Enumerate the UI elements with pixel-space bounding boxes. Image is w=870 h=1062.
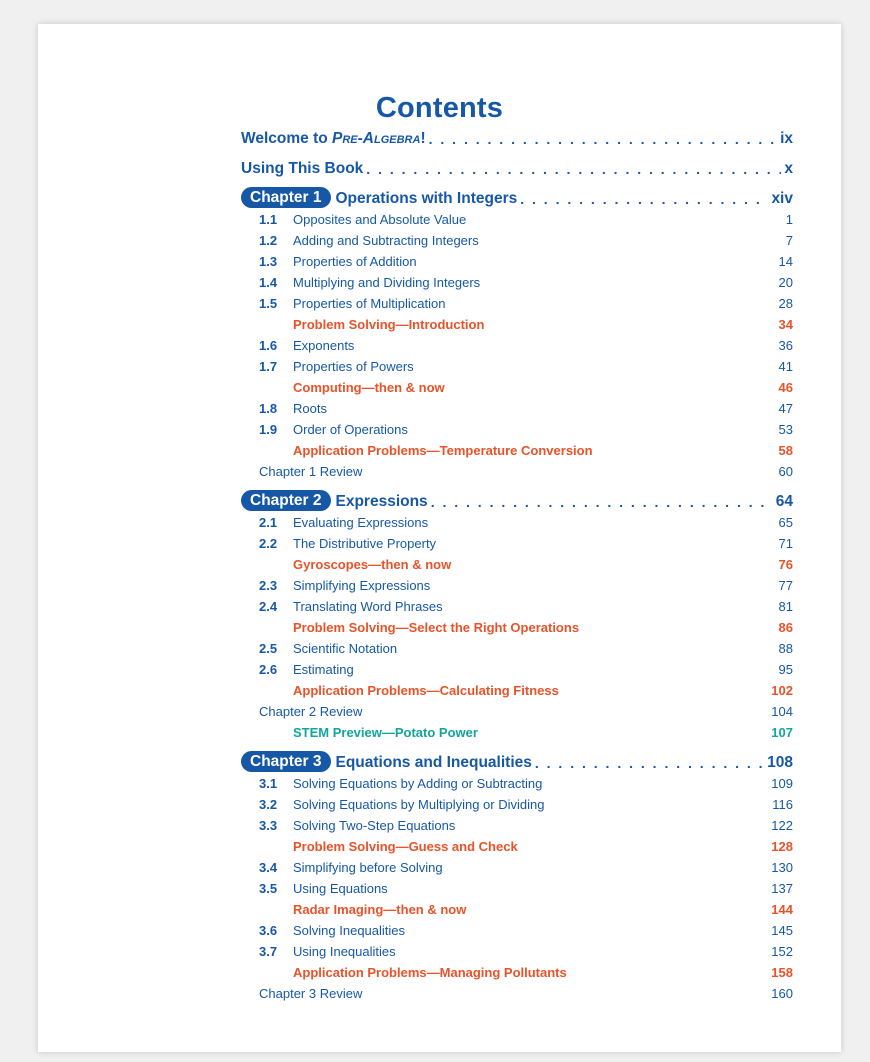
toc-feature-entry[interactable]	[241, 315, 793, 336]
toc-feature-entry[interactable]	[241, 441, 793, 462]
toc-section-entry[interactable]	[241, 357, 793, 378]
toc-section-entry[interactable]	[241, 774, 793, 795]
chapter-heading[interactable]	[241, 187, 793, 208]
toc-section-entry[interactable]	[241, 294, 793, 315]
toc-section-entry[interactable]	[241, 336, 793, 357]
toc-stem-entry[interactable]	[241, 723, 793, 744]
section-number: 1.8	[259, 401, 278, 416]
entry-title	[241, 160, 363, 178]
chapter-heading[interactable]	[241, 751, 793, 772]
toc-feature-entry[interactable]	[241, 837, 793, 858]
section-number: 1.1	[259, 212, 278, 227]
page-number: 160	[771, 986, 793, 1001]
chapter-title: Equations and Inequalities	[335, 754, 532, 771]
page-number: 28	[778, 296, 793, 311]
entry-title: Scientific Notation	[293, 641, 398, 656]
toc-feature-entry[interactable]	[241, 963, 793, 984]
entry-title: Opposites and Absolute Value	[293, 212, 467, 227]
page-number: 116	[772, 797, 793, 812]
entry-title: Problem Solving—Guess and Check	[293, 839, 518, 854]
entry-title: Application Problems—Calculating Fitness	[293, 683, 559, 698]
chapter-heading[interactable]	[241, 490, 793, 511]
toc-feature-entry[interactable]	[241, 681, 793, 702]
page-number: 145	[771, 923, 793, 938]
entry-title: Chapter 3 Review	[259, 986, 363, 1001]
section-number: 1.6	[259, 338, 278, 353]
entry-title: Using Equations	[293, 881, 388, 896]
chapter-badge: Chapter 1	[241, 187, 331, 208]
entry-title: Order of Operations	[293, 422, 408, 437]
entry-title: Problem Solving—Introduction	[293, 317, 485, 332]
section-number: 1.4	[259, 275, 278, 290]
entry-title: Adding and Subtracting Integers	[293, 233, 479, 248]
page-number: 36	[778, 338, 793, 353]
entry-title: STEM Preview—Potato Power	[293, 725, 478, 740]
entry-title-suffix: !	[420, 130, 426, 147]
page-number: 65	[778, 515, 793, 530]
page-number: 130	[771, 860, 793, 875]
dot-leader	[535, 754, 764, 772]
toc-section-entry[interactable]	[241, 273, 793, 294]
page-number: 107	[771, 725, 793, 740]
page-number: 1	[785, 212, 793, 227]
section-number: 1.5	[259, 296, 278, 311]
page-number: 7	[785, 233, 793, 248]
section-number: 2.2	[259, 536, 278, 551]
page-number: 102	[771, 683, 793, 698]
page-number: 60	[778, 464, 793, 479]
toc-feature-entry[interactable]	[241, 378, 793, 399]
page-number: 108	[767, 754, 793, 771]
page-number: 46	[778, 380, 793, 395]
toc-review-entry[interactable]	[241, 702, 793, 723]
toc-section-entry[interactable]	[241, 795, 793, 816]
entry-title: Gyroscopes—then & now	[293, 557, 452, 572]
page-number: 81	[778, 599, 793, 614]
entry-title: Problem Solving—Select the Right Operations	[293, 620, 580, 635]
toc-section-entry[interactable]	[241, 210, 793, 231]
section-number: 3.6	[259, 923, 278, 938]
entry-title: Using Inequalities	[293, 944, 396, 959]
page-number: 122	[771, 818, 793, 833]
entry-title: Chapter 1 Review	[259, 464, 363, 479]
entry-title: The Distributive Property	[293, 536, 437, 551]
entry-title: Properties of Multiplication	[293, 296, 446, 311]
entry-title: Application Problems—Temperature Conversion	[293, 443, 593, 458]
section-number: 2.5	[259, 641, 278, 656]
section-number: 2.4	[259, 599, 278, 614]
toc-section-entry[interactable]	[241, 399, 793, 420]
chapter-title: Operations with Integers	[335, 190, 518, 207]
page-number: 71	[778, 536, 793, 551]
entry-title-prefix: Welcome to	[241, 130, 333, 147]
page-number: xiv	[771, 190, 793, 207]
toc-section-entry[interactable]	[241, 576, 793, 597]
page-number: 53	[778, 422, 793, 437]
entry-title: Simplifying Expressions	[293, 578, 431, 593]
page-number: 95	[778, 662, 793, 677]
toc-review-entry[interactable]	[241, 462, 793, 483]
section-number: 1.9	[259, 422, 278, 437]
page-number: 88	[778, 641, 793, 656]
page-number: 144	[771, 902, 793, 917]
toc-section-entry[interactable]	[241, 921, 793, 942]
dot-leader	[431, 493, 773, 511]
toc-section-entry[interactable]	[241, 816, 793, 837]
entry-title: Chapter 2 Review	[259, 704, 363, 719]
document-page	[38, 24, 841, 1052]
entry-title-italic: Pre-Algebra	[332, 130, 421, 147]
page-number: 104	[771, 704, 793, 719]
entry-title: Simplifying before Solving	[293, 860, 443, 875]
entry-title: Estimating	[293, 662, 354, 677]
page-number: 109	[771, 776, 793, 791]
entry-title: Properties of Powers	[293, 359, 414, 374]
toc-section-entry[interactable]	[241, 639, 793, 660]
entry-title: Roots	[293, 401, 327, 416]
toc-feature-entry[interactable]	[241, 555, 793, 576]
chapter-badge: Chapter 2	[241, 490, 331, 511]
toc-feature-entry[interactable]	[241, 900, 793, 921]
page-number: 77	[778, 578, 793, 593]
toc-entry-using-this-book[interactable]	[241, 157, 793, 178]
section-number: 1.3	[259, 254, 278, 269]
toc-section-entry[interactable]	[241, 252, 793, 273]
entry-title-prefix: Using This Book	[241, 160, 364, 177]
page-number: x	[784, 160, 793, 177]
entry-title: Multiplying and Dividing Integers	[293, 275, 481, 290]
toc-section-entry[interactable]	[241, 513, 793, 534]
page-number: 137	[771, 881, 793, 896]
toc-section-entry[interactable]	[241, 534, 793, 555]
page-number: 34	[778, 317, 793, 332]
page-number: 128	[771, 839, 793, 854]
section-number: 3.7	[259, 944, 278, 959]
section-number: 2.6	[259, 662, 278, 677]
entry-title: Solving Inequalities	[293, 923, 406, 938]
toc-section-entry[interactable]	[241, 660, 793, 681]
page-number: 14	[778, 254, 793, 269]
toc-feature-entry[interactable]	[241, 618, 793, 639]
section-number: 3.3	[259, 818, 278, 833]
toc-section-entry[interactable]	[241, 942, 793, 963]
section-number: 3.2	[259, 797, 278, 812]
page-number: 152	[771, 944, 793, 959]
page-number: 86	[778, 620, 793, 635]
toc-entry-welcome[interactable]	[241, 127, 793, 148]
chapter-title: Expressions	[335, 493, 428, 510]
entry-title: Solving Equations by Multiplying or Dividing	[293, 797, 545, 812]
page-number: ix	[780, 130, 793, 147]
page-number: 76	[778, 557, 793, 572]
section-number: 2.1	[259, 515, 278, 530]
page-number: 158	[771, 965, 793, 980]
page-number: 64	[775, 493, 793, 510]
section-number: 3.4	[259, 860, 278, 875]
entry-title: Application Problems—Managing Pollutants	[293, 965, 567, 980]
toc-section-entry[interactable]	[241, 231, 793, 252]
page-title: Contents	[375, 92, 504, 124]
toc-section-entry[interactable]	[241, 879, 793, 900]
section-number: 3.1	[259, 776, 278, 791]
section-number: 1.7	[259, 359, 278, 374]
dot-leader	[366, 160, 781, 178]
section-number: 1.2	[259, 233, 278, 248]
entry-title: Exponents	[293, 338, 355, 353]
section-number: 2.3	[259, 578, 278, 593]
page-number: 20	[778, 275, 793, 290]
entry-title: Computing—then & now	[293, 380, 445, 395]
entry-title: Properties of Addition	[293, 254, 417, 269]
dot-leader	[520, 190, 768, 208]
entry-title: Solving Two-Step Equations	[293, 818, 456, 833]
page-number: 47	[778, 401, 793, 416]
entry-title: Solving Equations by Adding or Subtracting	[293, 776, 543, 791]
toc-section-entry[interactable]	[241, 858, 793, 879]
section-number: 3.5	[259, 881, 278, 896]
toc-review-entry[interactable]	[241, 984, 793, 1005]
page-number: 58	[778, 443, 793, 458]
page-number: 41	[778, 359, 793, 374]
entry-title	[241, 130, 426, 148]
dot-leader	[429, 130, 777, 148]
entry-title: Evaluating Expressions	[293, 515, 429, 530]
chapter-badge: Chapter 3	[241, 751, 331, 772]
toc-section-entry[interactable]	[241, 597, 793, 618]
entry-title: Translating Word Phrases	[293, 599, 443, 614]
toc-section-entry[interactable]	[241, 420, 793, 441]
entry-title: Radar Imaging—then & now	[293, 902, 467, 917]
